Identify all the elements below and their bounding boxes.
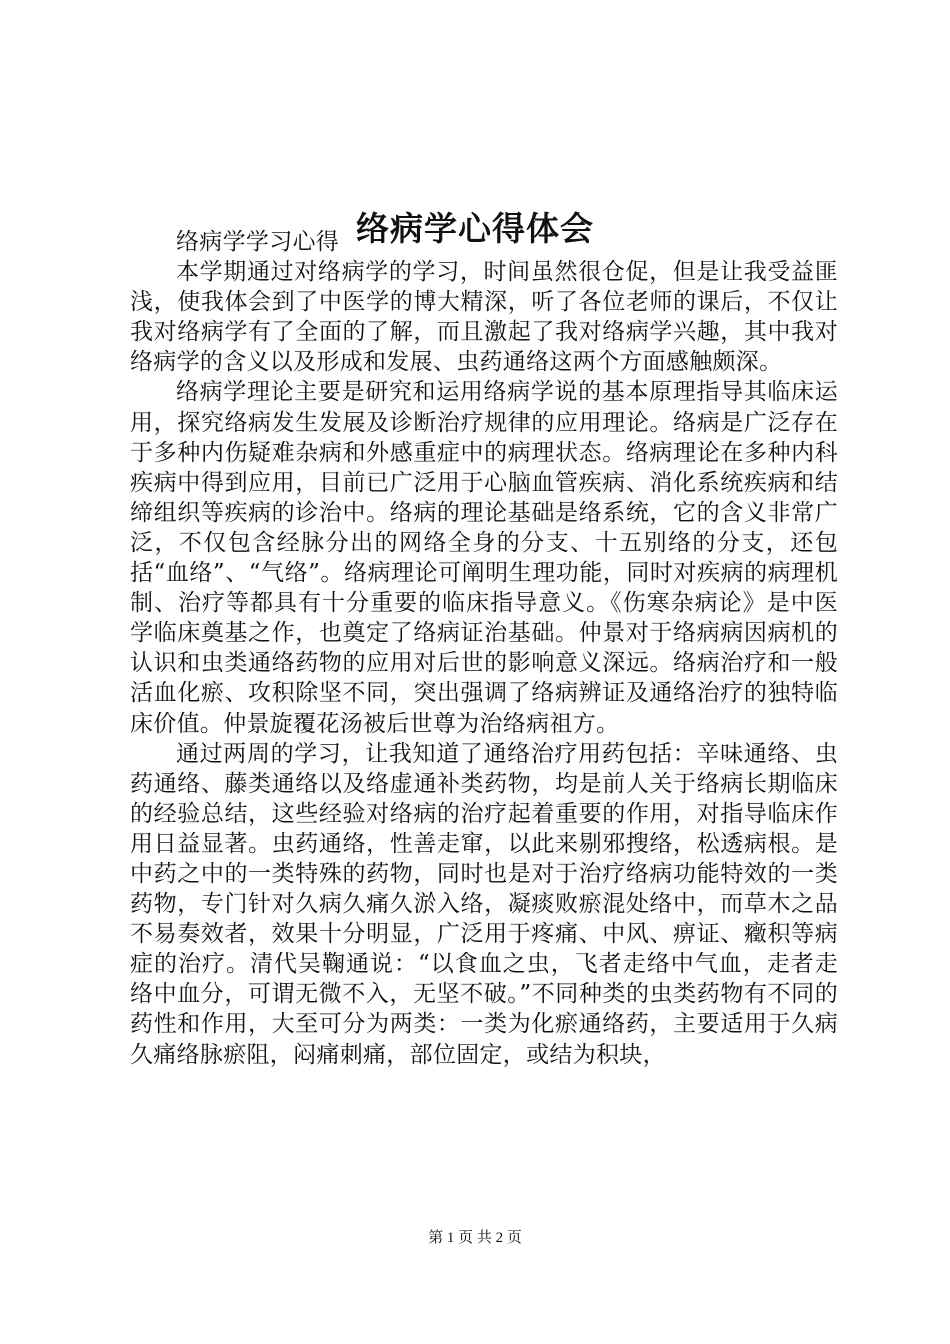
paragraph-treatment: 通过两周的学习，让我知道了通络治疗用药包括：辛味通络、虫药通络、藤类通络以及络虚通补类药物，均是前人关于络病长期临床的经验总结，这些经验对络病的治疗起着重要的作用，对指导临床作用日益显著。虫药通络，性善走窜，以此来剔邪搜络，松透病根。是中药之中的一类特殊的药物，同时也是对于治疗络病功能特效的一类药物，专门针对久病久痛久淤入络，凝痰败瘀混处络中，而草木之品不易奏效者，效果十分明显，广泛用于疼痛、中风、痹证、癥积等病症的治疗。清代吴鞠通说：“以食血之虫，飞者走络中气血，走者走络中血分，可谓无微不入，无坚不破。”不同种类的虫类药物有不同的药性和作用，大至可分为两类：一类为化瘀通络药，主要适用于久病久痛络脉瘀阻，闷痛刺痛，部位固定，或结为积块， <box>130 740 838 1068</box>
paragraph-subtitle: 络病学学习心得 <box>176 229 340 255</box>
document-body <box>130 227 838 1070</box>
document-title: 络病学心得体会 <box>356 209 594 249</box>
page-footer: 第 1 页 共 2 页 <box>428 1230 522 1246</box>
paragraph-theory: 络病学理论主要是研究和运用络病学说的基本原理指导其临床运用，探究络病发生发展及诊断治疗规律的应用理论。络病是广泛存在于多种内伤疑难杂病和外感重症中的病理状态。络病理论在多种内科疾病中得到应用，目前已广泛用于心脑血管疾病、消化系统疾病和结缔组织等疾病的诊治中。络病的理论基础是络系统，它的含义非常广泛，不仅包含经脉分出的网络全身的分支、十五别络的分支，还包括“血络”、“气络”。络病理论可阐明生理功能，同时对疾病的病理机制、治疗等都具有十分重要的临床指导意义。《伤寒杂病论》是中医学临床奠基之作，也奠定了络病证治基础。仲景对于络病病因病机的认识和虫类通络药物的应用对后世的影响意义深远。络病治疗和一般活血化瘀、攻积除坚不同，突出强调了络病辨证及通络治疗的独特临床价值。仲景旋覆花汤被后世尊为治络病祖方。 <box>130 379 838 737</box>
paragraph-intro: 本学期通过对络病学的学习，时间虽然很仓促，但是让我受益匪浅，使我体会到了中医学的博大精深，听了各位老师的课后，不仅让我对络病学有了全面的了解，而且激起了我对络病学兴趣，其中我对络病学的含义以及形成和发展、虫药通络这两个方面感触颇深。 <box>130 259 838 376</box>
